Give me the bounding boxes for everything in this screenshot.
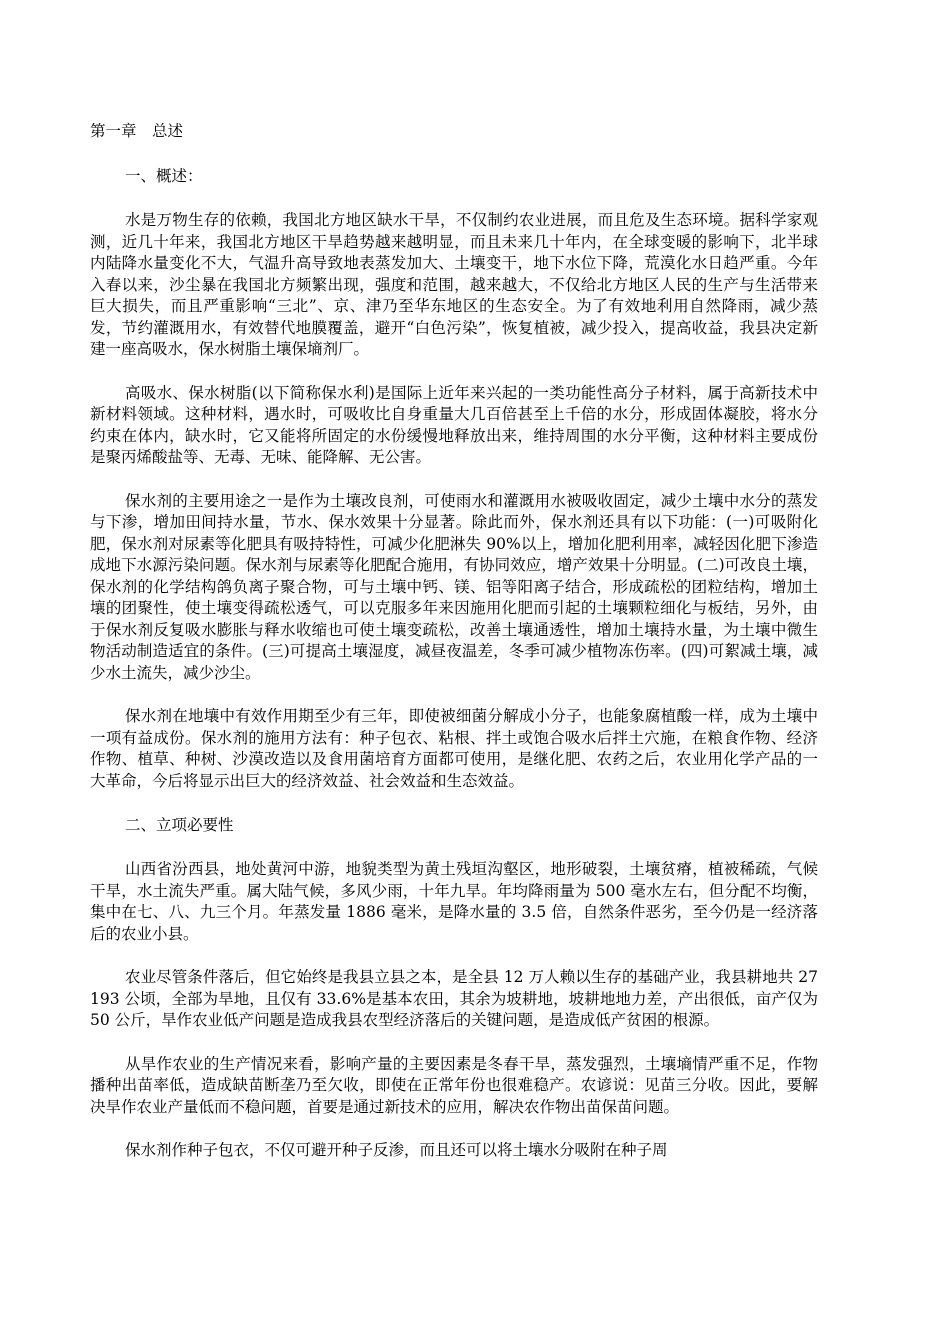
document-page [90, 120, 818, 1162]
section-heading-necessity: 二、立项必要性 [125, 816, 234, 834]
paragraph-county-profile: 山西省汾西县，地处黄河中游，地貌类型为黄土残垣沟壑区，地形破裂，土壤贫瘠，植被稀疏，气候干旱，水土流失严重。属大陆气候，多风少雨，十年九旱。年均降雨量为 500 毫水左右，但分配不均衡，集中在七、八、九三个月。年蒸发量 1886 毫米，是降水量的 3.5 倍，自然条件恶劣，至今仍是一经济落后的农业小县。 [90, 860, 818, 943]
paragraph-effective-period: 保水剂在地壤中有效作用期至少有三年，即使被细菌分解成小分子，也能象腐植酸一样，成为土壤中一项有益成份。保水剂的施用方法有：种子包衣、粘根、拌土或饱合吸水后拌土穴施，在粮食作物、经济作物、植草、种树、沙漠改造以及食用菌培育方面都可使用，是继化肥、农药之后，农业用化学产品的一大革命，今后将显示出巨大的经济效益、社会效益和生态效益。 [90, 707, 818, 790]
section-heading-overview: 一、概述： [125, 167, 203, 185]
paragraph-soil-conditioner-uses: 保水剂的主要用途之一是作为土壤改良剂，可使雨水和灌溉用水被吸收固定，减少土壤中水分的蒸发与下渗，增加田间持水量，节水、保水效果十分显著。除此而外，保水剂还具有以下功能：(一)可吸附化肥，保水剂对尿素等化肥具有吸持特性，可减少化肥淋失 90%以上，增加化肥利用率，减轻因化肥下渗造成地下水源污染问题。保水剂与尿素等化肥配合施用，有协同效应，增产效果十分明显。(二)可改良土壤，保水剂的化学结构鸽负离子聚合物，可与土壤中钙、镁、铝等阳离子结合，形成疏松的团粒结构，增加土壤的团聚性，使土壤变得疏松透气，可以克服多年来因施用化肥而引起的土壤颗粒细化与板结，另外，由于保水剂反复吸水膨胀与释水收缩也可使土壤变疏松，改善土壤通透性，增加土壤持水量，为土壤中微生物活动制造适宜的条件。(三)可提高土壤湿度，减昼夜温差，冬季可减少植物冻伤率。(四)可絮减土壤，减少水土流失，减少沙尘。 [90, 491, 818, 682]
paragraph-water-importance: 水是万物生存的依赖，我国北方地区缺水干旱，不仅制约农业进展，而且危及生态环境。据科学家观测，近几十年来，我国北方地区干旱趋势越来越明显，而且未来几十年内，在全球变暖的影响下，北半球内陆降水量变化不大，气温升高导致地表蒸发加大、土壤变干，地下水位下降，荒漠化水日趋严重。今年入春以来，沙尘暴在我国北方频繁出现，强度和范围，越来越大，不仅给北方地区人民的生产与生活带来巨大损失，而且严重影响“三北”、京、津乃至华东地区的生态安全。为了有效地利用自然降雨，减少蒸发，节约灌溉用水，有效替代地膜覆盖，避开“白色污染”，恢复植被，减少投入，提高收益，我县决定新建一座高吸水，保水树脂土壤保墒剂厂。 [90, 211, 818, 358]
paragraph-water-retention-resin: 高吸水、保水树脂(以下简称保水利)是国际上近年来兴起的一类功能性高分子材料，属于高新技术中新材料领域。这种材料，遇水时，可吸收比自身重量大几百倍甚至上千倍的水分，形成固体凝胶，将水分约束在体内，缺水时，它又能将所固定的水份缓慢地释放出来，维持周围的水分平衡，这种材料主要成份是聚丙烯酸盐等、无毒、无味、能降解、无公害。 [90, 383, 818, 466]
paragraph-dryland-farming: 从旱作农业的生产情况来看，影响产量的主要因素是冬春干旱，蒸发强烈，土壤墒情严重不足，作物播种出苗率低，造成缺苗断垄乃至欠收，即使在正常年份也很难稳产。农谚说：见苗三分收。因此，要解决旱作农业产量低而不稳问题，首要是通过新技术的应用，解决农作物出苗保苗问题。 [90, 1054, 818, 1116]
paragraph-agriculture-status: 农业尽管条件落后，但它始终是我县立县之本，是全县 12 万人赖以生存的基础产业，我县耕地共 27193 公顷，全部为旱地，且仅有 33.6%是基本农田，其余为坡耕地，坡耕地地力差，产出很低，亩产仅为 50 公斤，旱作农业低产问题是造成我县农型经济落后的关键问题，是造成低产贫困的根源。 [90, 968, 818, 1029]
chapter-title: 第一章 总述 [90, 122, 184, 140]
paragraph-seed-coating: 保水剂作种子包衣，不仅可避开种子反渗，而且还可以将土壤水分吸附在种子周 [125, 1141, 668, 1159]
